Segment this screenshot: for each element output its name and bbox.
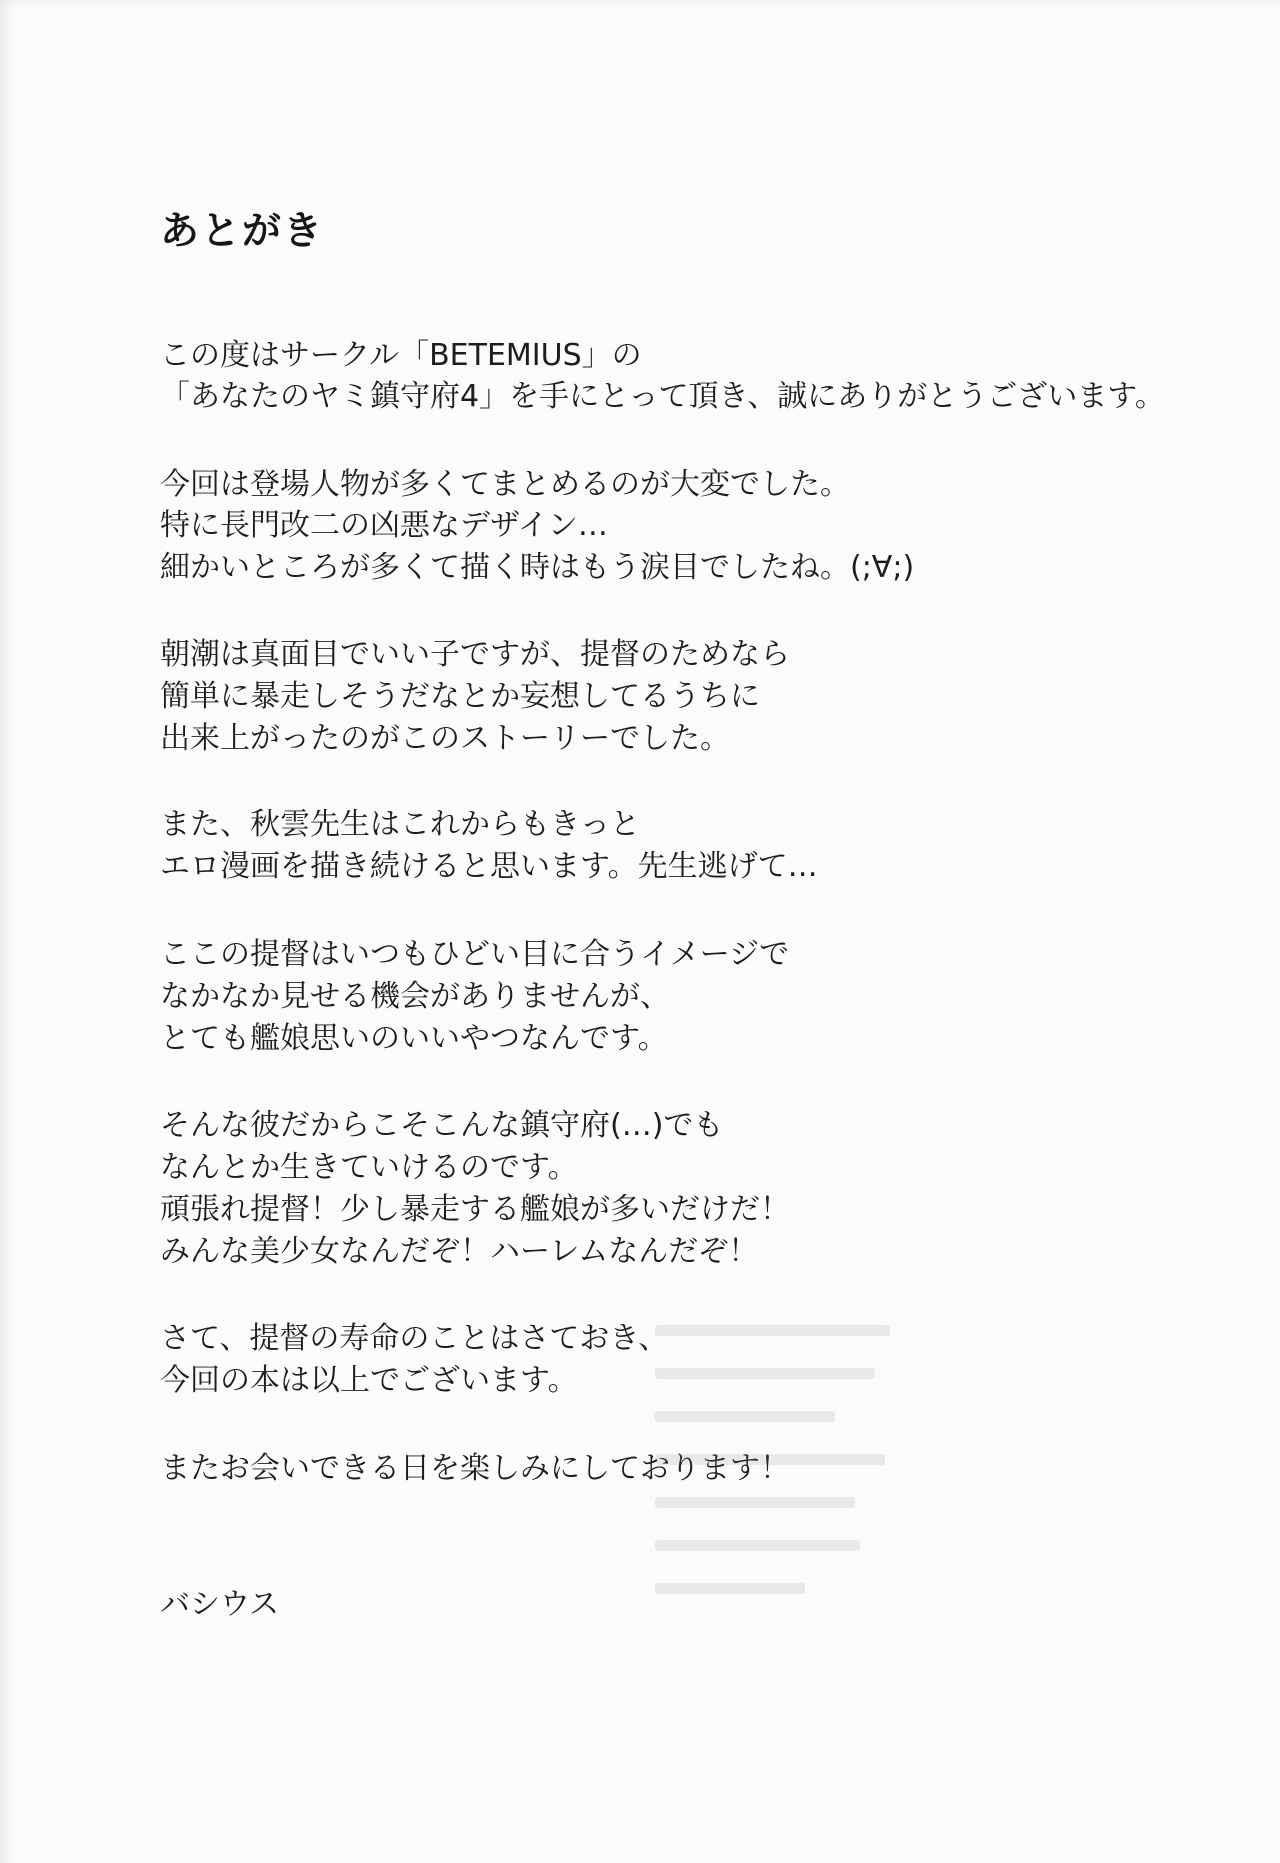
author-signature: バシウス bbox=[160, 1587, 280, 1622]
text-line: 特に長門改二の凶悪なデザイン… bbox=[160, 508, 608, 543]
text-line: 出来上がったのがこのストーリーでした。 bbox=[160, 721, 730, 756]
text-line: また、秋雲先生はこれからもきっと bbox=[160, 807, 640, 842]
text-line: さて、提督の寿命のことはさておき、 bbox=[160, 1321, 669, 1356]
page-title: あとがき bbox=[160, 209, 325, 254]
text-line: 「あなたのヤミ鎮守府4」を手にとって頂き、誠にありがとうございます。 bbox=[160, 379, 1165, 414]
text-line: なんとか生きていけるのです。 bbox=[160, 1150, 578, 1185]
text-line: 簡単に暴走しそうだなとか妄想してるうちに bbox=[160, 679, 760, 714]
text-line: みんな美少女なんだぞ！ハーレムなんだぞ！ bbox=[160, 1234, 759, 1269]
text-line: そんな彼だからこそこんな鎮守府(…)でも bbox=[160, 1108, 724, 1143]
text-line: エロ漫画を描き続けると思います。先生逃げて… bbox=[160, 849, 818, 884]
text-line: またお会いできる日を楽しみにしております！ bbox=[160, 1451, 790, 1486]
text-line: 今回は登場人物が多くてまとめるのが大変でした。 bbox=[160, 467, 850, 502]
text-line: とても艦娘思いのいいやつなんです。 bbox=[160, 1021, 668, 1056]
text-line: 細かいところが多くて描く時はもう涙目でしたね。(;∀;) bbox=[160, 550, 915, 585]
text-line: ここの提督はいつもひどい目に合うイメージで bbox=[160, 937, 790, 972]
text-line: 今回の本は以上でございます。 bbox=[160, 1363, 578, 1398]
text-line: この度はサークル「BETEMIUS」の bbox=[160, 338, 642, 373]
text-line: 頑張れ提督！少し暴走する艦娘が多いだけだ！ bbox=[160, 1192, 790, 1227]
text-line: なかなか見せる機会がありませんが、 bbox=[160, 979, 670, 1014]
text-line: 朝潮は真面目でいい子ですが、提督のためなら bbox=[160, 637, 790, 672]
